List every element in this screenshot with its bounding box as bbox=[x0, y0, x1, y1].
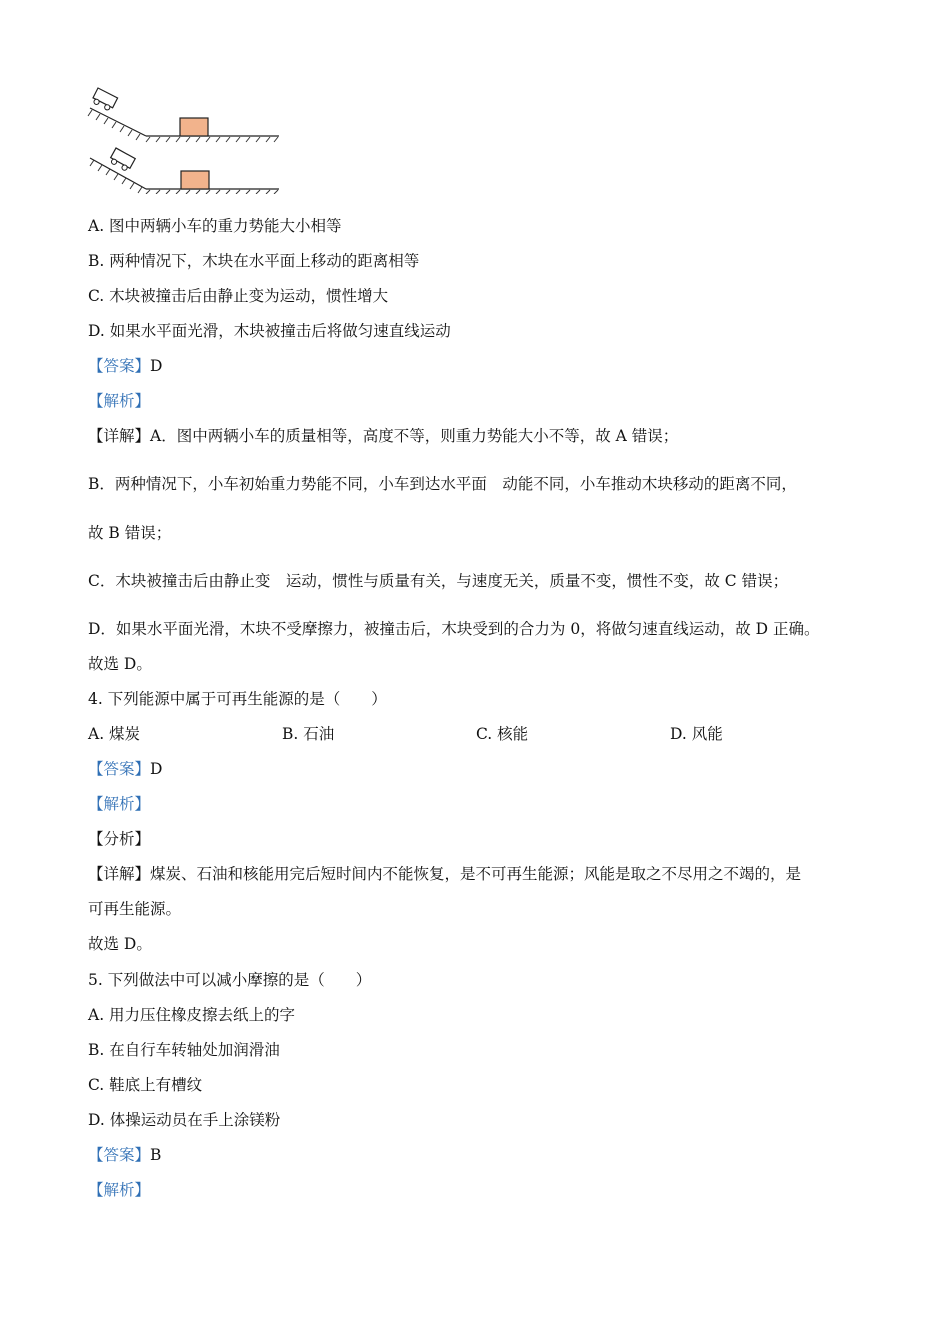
inclined-plane-figure bbox=[84, 86, 284, 194]
wood-block bbox=[181, 171, 209, 189]
q5-answer bbox=[88, 1145, 161, 1165]
q4-answer bbox=[88, 759, 162, 779]
q5-analysis-tag: 【解析】 bbox=[88, 1181, 151, 1199]
q3-answer bbox=[88, 356, 162, 376]
q5-option-b: B. 在自行车转轴处加润滑油 bbox=[88, 1041, 280, 1059]
q3-option-a: A. 图中两辆小车的重力势能大小相等 bbox=[88, 217, 342, 235]
answer-value: B bbox=[150, 1146, 162, 1164]
cart-icon bbox=[91, 88, 118, 112]
answer-value: D bbox=[150, 357, 163, 375]
q5-option-a: A. 用力压住橡皮擦去纸上的字 bbox=[88, 1006, 296, 1024]
q3-detail-d: D．如果水平面光滑，木块不受摩擦力，被撞击后，木块受到的合力为 0，将做匀速直线运动，故 D 正确。 bbox=[88, 620, 820, 638]
detail-tag: 【详解】 bbox=[88, 427, 151, 445]
q5-question: 5. 下列做法中可以减小摩擦的是（ ） bbox=[88, 971, 372, 989]
detail-text: 煤炭、石油和核能用完后短时间内不能恢复，是不可再生能源；风能是取之不尽用之不竭的，是 bbox=[150, 865, 802, 883]
q4-detail-cont: 可再生能源。 bbox=[88, 900, 182, 918]
q3-conclusion: 故选 D。 bbox=[88, 655, 152, 673]
wood-block bbox=[180, 118, 208, 136]
q3-analysis-tag: 【解析】 bbox=[88, 392, 151, 410]
q3-option-d: D. 如果水平面光滑，木块被撞击后将做匀速直线运动 bbox=[88, 322, 451, 340]
q4-option-d: D. 风能 bbox=[670, 725, 723, 743]
answer-value: D bbox=[150, 760, 163, 778]
q4-conclusion: 故选 D。 bbox=[88, 935, 152, 953]
q4-option-c: C. 核能 bbox=[476, 725, 529, 743]
q5-option-c: C. 鞋底上有槽纹 bbox=[88, 1076, 203, 1094]
q4-fenxi-tag: 【分析】 bbox=[88, 830, 151, 848]
q4-analysis-tag: 【解析】 bbox=[88, 795, 151, 813]
setup-low-cart bbox=[90, 148, 279, 194]
q4-detail bbox=[88, 864, 801, 884]
q3-detail-b-cont: 故 B 错误； bbox=[88, 524, 172, 542]
detail-text: A．图中两辆小车的质量相等，高度不等，则重力势能大小不等，故 A 错误； bbox=[150, 427, 679, 445]
q5-option-d: D. 体操运动员在手上涂镁粉 bbox=[88, 1111, 281, 1129]
answer-tag: 【答案】 bbox=[88, 357, 151, 375]
setup-high-cart bbox=[88, 88, 279, 142]
answer-tag: 【答案】 bbox=[88, 760, 151, 778]
q3-option-b: B. 两种情况下，木块在水平面上移动的距离相等 bbox=[88, 252, 420, 270]
detail-tag: 【详解】 bbox=[88, 865, 151, 883]
q3-detail-b: B．两种情况下，小车初始重力势能不同，小车到达水平面 动能不同，小车推动木块移动的距离不同， bbox=[88, 475, 797, 493]
q4-option-a: A. 煤炭 bbox=[88, 725, 141, 743]
answer-tag: 【答案】 bbox=[88, 1146, 151, 1164]
q4-question: 4. 下列能源中属于可再生能源的是（ ） bbox=[88, 690, 387, 708]
q3-detail-c: C．木块被撞击后由静止变 运动，惯性与质量有关，与速度无关，质量不变，惯性不变，故 C 错误； bbox=[88, 572, 789, 590]
q3-option-c: C. 木块被撞击后由静止变为运动，惯性增大 bbox=[88, 287, 389, 305]
q4-option-b: B. 石油 bbox=[282, 725, 335, 743]
cart-icon bbox=[108, 148, 135, 172]
q3-detail-a bbox=[88, 426, 678, 446]
